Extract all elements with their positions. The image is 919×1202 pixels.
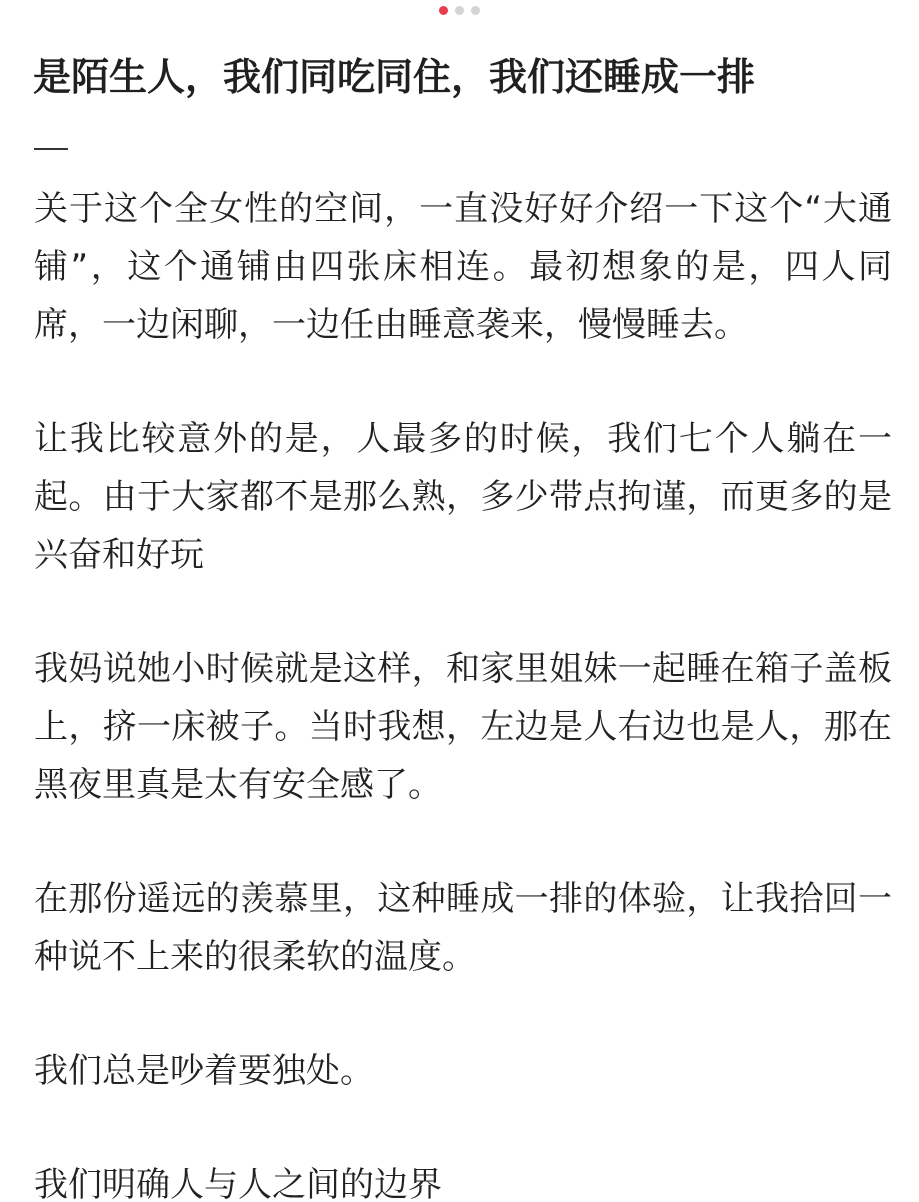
pager-dot[interactable] [455, 6, 464, 15]
paragraph: 在那份遥远的羡慕里，这种睡成一排的体验，让我拾回一种说不上来的很柔软的温度。 [34, 879, 892, 977]
pager-dot[interactable] [471, 6, 480, 15]
paragraph: 让我比较意外的是，人最多的时候，我们七个人躺在一起。由于大家都不是那么熟，多少带点拘谨，而更多的是兴奋和好玩 [34, 419, 892, 575]
pager-dot-active[interactable] [439, 6, 448, 15]
title-separator-dash [34, 148, 68, 150]
post-body [34, 180, 892, 1202]
post-title: 是陌生人，我们同吃同住，我们还睡成一排 [33, 55, 756, 99]
paragraph: 关于这个全女性的空间，一直没好好介绍一下这个“大通铺”，这个通铺由四张床相连。最初想象的是，四人同席，一边闲聊，一边任由睡意袭来，慢慢睡去。 [34, 189, 892, 345]
paragraph: 我妈说她小时候就是这样，和家里姐妹一起睡在箱子盖板上，挤一床被子。当时我想，左边是人右边也是人，那在黑夜里真是太有安全感了。 [34, 649, 892, 805]
paragraph: 我们总是吵着要独处。 [34, 1051, 374, 1091]
paragraph: 我们明确人与人之间的边界 [34, 1165, 442, 1202]
image-pager-indicator[interactable] [0, 5, 919, 15]
